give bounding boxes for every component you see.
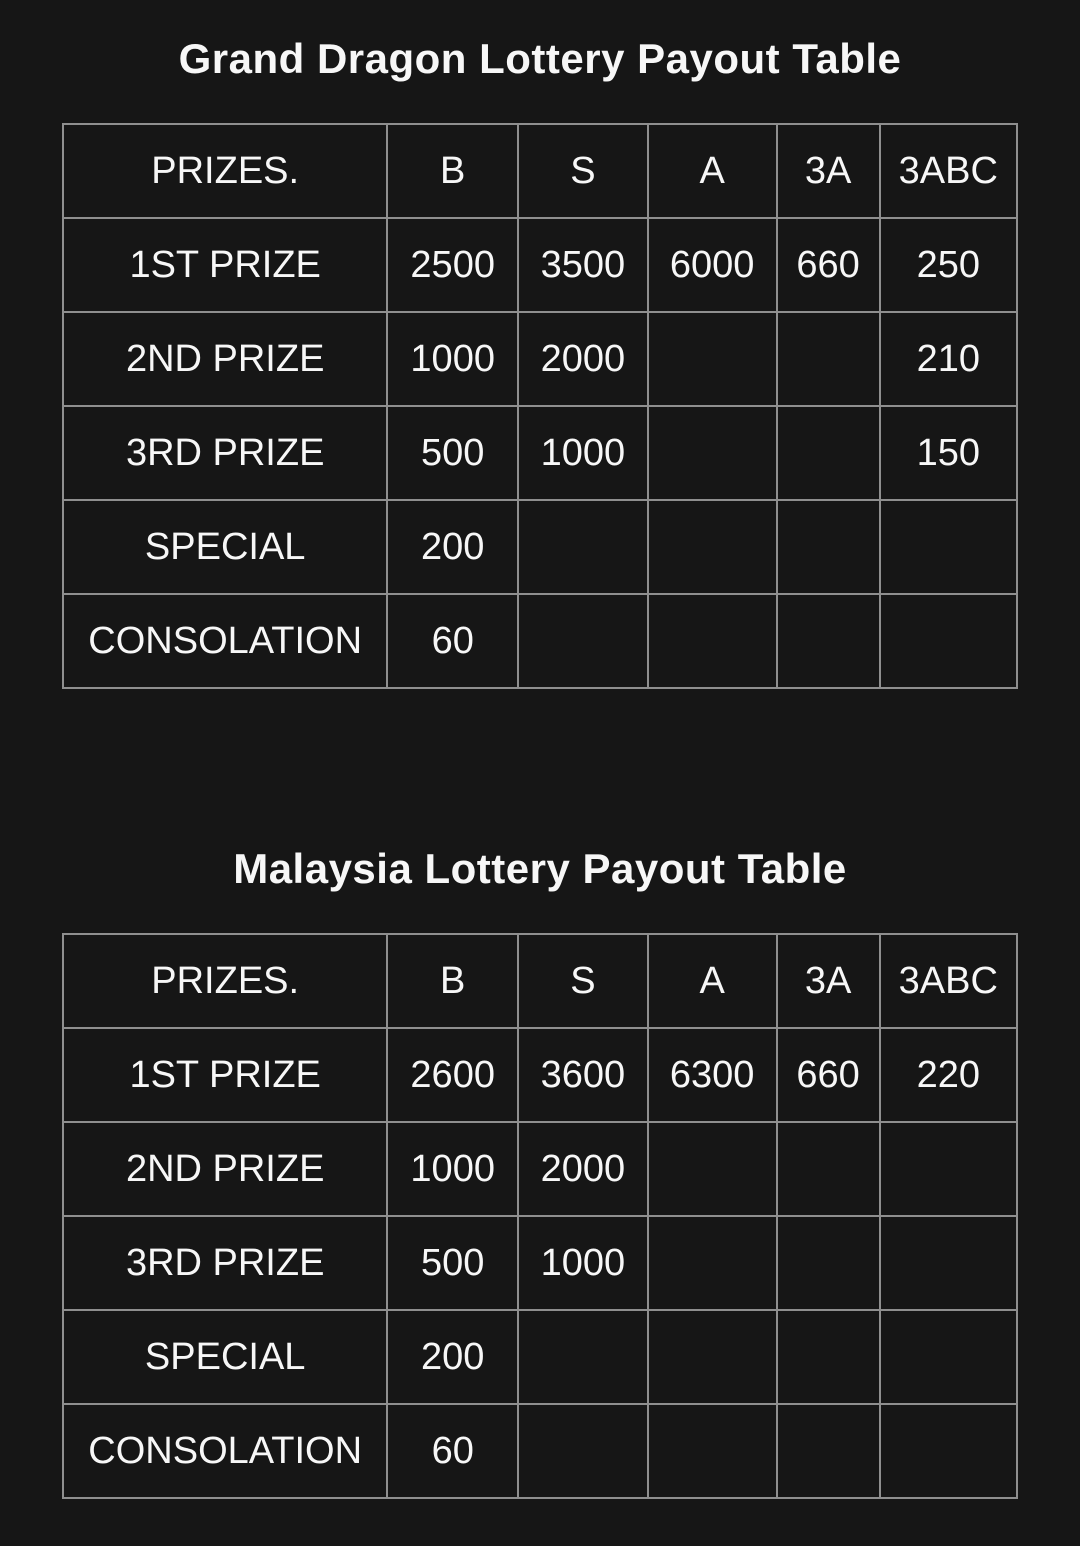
row-label: 2ND PRIZE xyxy=(63,312,387,406)
payout-row xyxy=(63,406,1017,500)
column-header: B xyxy=(387,934,518,1028)
grand-dragon-section xyxy=(0,37,1080,689)
column-header-prizes: PRIZES. xyxy=(63,124,387,218)
payout-value xyxy=(777,1404,880,1498)
payout-value: 60 xyxy=(387,1404,518,1498)
payout-value xyxy=(880,1122,1017,1216)
payout-value xyxy=(777,1122,880,1216)
payout-value: 2000 xyxy=(518,1122,648,1216)
payout-row xyxy=(63,1404,1017,1498)
payout-value xyxy=(518,594,648,688)
payout-value xyxy=(880,500,1017,594)
payout-value: 500 xyxy=(387,1216,518,1310)
payout-value xyxy=(648,1404,777,1498)
payout-value: 1000 xyxy=(387,1122,518,1216)
column-header: 3A xyxy=(777,124,880,218)
grand-dragon-table-title: Grand Dragon Lottery Payout Table xyxy=(178,35,902,82)
payout-value xyxy=(880,1216,1017,1310)
payout-row xyxy=(63,500,1017,594)
row-label: CONSOLATION xyxy=(63,1404,387,1498)
payout-value xyxy=(648,1122,777,1216)
payout-value: 1000 xyxy=(518,1216,648,1310)
payout-value: 200 xyxy=(387,1310,518,1404)
payout-value: 210 xyxy=(880,312,1017,406)
row-label: 1ST PRIZE xyxy=(63,1028,387,1122)
payout-value: 6300 xyxy=(648,1028,777,1122)
payout-value xyxy=(648,500,777,594)
header-row xyxy=(63,124,1017,218)
payout-value: 1000 xyxy=(387,312,518,406)
column-header: B xyxy=(387,124,518,218)
column-header: 3ABC xyxy=(880,934,1017,1028)
payout-value: 220 xyxy=(880,1028,1017,1122)
payout-value xyxy=(648,406,777,500)
payout-value xyxy=(777,500,880,594)
payout-row xyxy=(63,1310,1017,1404)
payout-value: 2000 xyxy=(518,312,648,406)
payout-value: 500 xyxy=(387,406,518,500)
column-header: 3ABC xyxy=(880,124,1017,218)
payout-value xyxy=(518,1404,648,1498)
payout-value xyxy=(648,1310,777,1404)
column-header: 3A xyxy=(777,934,880,1028)
payout-value xyxy=(880,1310,1017,1404)
malaysia-payout-table xyxy=(62,933,1018,1499)
payout-value xyxy=(777,406,880,500)
payout-value: 1000 xyxy=(518,406,648,500)
payout-value: 6000 xyxy=(648,218,777,312)
payout-value xyxy=(648,1216,777,1310)
payout-row xyxy=(63,1028,1017,1122)
column-header: S xyxy=(518,934,648,1028)
malaysia-section xyxy=(0,847,1080,1499)
payout-value: 60 xyxy=(387,594,518,688)
payout-value xyxy=(648,312,777,406)
payout-value: 2600 xyxy=(387,1028,518,1122)
payout-value: 660 xyxy=(777,1028,880,1122)
row-label: SPECIAL xyxy=(63,500,387,594)
payout-value: 3600 xyxy=(518,1028,648,1122)
malaysia-table-title: Malaysia Lottery Payout Table xyxy=(233,845,847,893)
payout-value xyxy=(518,500,648,594)
payout-value xyxy=(777,1310,880,1404)
row-label: 3RD PRIZE xyxy=(63,1216,387,1310)
payout-value xyxy=(518,1310,648,1404)
column-header-prizes: PRIZES. xyxy=(63,934,387,1028)
payout-value: 200 xyxy=(387,500,518,594)
row-label: 2ND PRIZE xyxy=(63,1122,387,1216)
payout-row xyxy=(63,1216,1017,1310)
payout-value xyxy=(648,594,777,688)
payout-row xyxy=(63,594,1017,688)
payout-value: 660 xyxy=(777,218,880,312)
payout-value: 250 xyxy=(880,218,1017,312)
column-header: A xyxy=(648,934,777,1028)
row-label: CONSOLATION xyxy=(63,594,387,688)
column-header: S xyxy=(518,124,648,218)
payout-value xyxy=(777,312,880,406)
row-label: SPECIAL xyxy=(63,1310,387,1404)
payout-row xyxy=(63,1122,1017,1216)
payout-value: 3500 xyxy=(518,218,648,312)
grand-dragon-payout-table xyxy=(62,123,1018,689)
payout-value: 2500 xyxy=(387,218,518,312)
row-label: 1ST PRIZE xyxy=(63,218,387,312)
payout-row xyxy=(63,312,1017,406)
payout-value xyxy=(777,1216,880,1310)
row-label: 3RD PRIZE xyxy=(63,406,387,500)
payout-value xyxy=(777,594,880,688)
column-header: A xyxy=(648,124,777,218)
payout-row xyxy=(63,218,1017,312)
payout-value xyxy=(880,594,1017,688)
payout-value xyxy=(880,1404,1017,1498)
header-row xyxy=(63,934,1017,1028)
payout-value: 150 xyxy=(880,406,1017,500)
